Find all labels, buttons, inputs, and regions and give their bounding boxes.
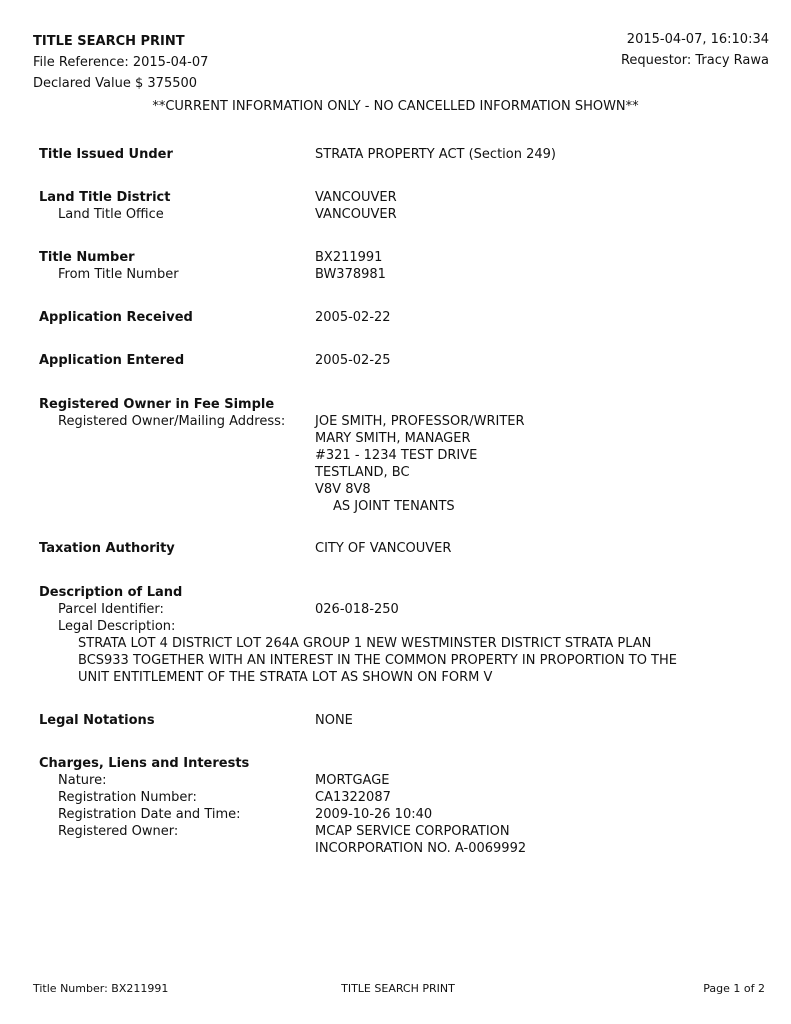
charge-owner-incorporation: INCORPORATION NO. A-0069992	[315, 841, 527, 856]
taxation-authority-label: Taxation Authority	[39, 541, 175, 556]
footer-page-number: Page 1 of 2	[703, 982, 765, 995]
requestor: Requestor: Tracy Rawa	[620, 53, 769, 68]
land-title-district-value: VANCOUVER	[315, 190, 397, 205]
print-datetime: 2015-04-07, 16:10:34	[626, 32, 769, 47]
charge-owner-value: MCAP SERVICE CORPORATION	[315, 824, 510, 839]
registration-datetime-value: 2009-10-26 10:40	[315, 807, 433, 822]
owner-line: TESTLAND, BC	[315, 465, 410, 480]
legal-notations-value: NONE	[315, 713, 353, 728]
taxation-authority-value: CITY OF VANCOUVER	[315, 541, 452, 556]
section-registered-owner	[39, 396, 759, 515]
title-number-label: Title Number	[39, 250, 135, 265]
description-of-land-label: Description of Land	[39, 585, 183, 600]
owner-tenancy: AS JOINT TENANTS	[333, 499, 455, 514]
file-reference: File Reference: 2015-04-07	[33, 55, 209, 70]
from-title-number-value: BW378981	[315, 267, 386, 282]
owner-line: JOE SMITH, PROFESSOR/WRITER	[315, 414, 525, 429]
legal-description-line: STRATA LOT 4 DISTRICT LOT 264A GROUP 1 NEW WESTMINSTER DISTRICT STRATA PLAN	[78, 636, 652, 651]
section-description-of-land	[39, 584, 759, 686]
section-title-number	[39, 249, 759, 283]
section-application-received	[39, 309, 759, 326]
legal-description-line: UNIT ENTITLEMENT OF THE STRATA LOT AS SHOWN ON FORM V	[78, 670, 493, 685]
title-issued-under-label: Title Issued Under	[39, 147, 173, 162]
document-title: TITLE SEARCH PRINT	[33, 34, 185, 49]
application-entered-label: Application Entered	[39, 353, 185, 368]
land-title-district-label: Land Title District	[39, 190, 171, 205]
header-left	[33, 31, 208, 94]
footer-document-title: TITLE SEARCH PRINT	[341, 982, 455, 995]
application-received-value: 2005-02-22	[315, 310, 391, 325]
current-info-notice: **CURRENT INFORMATION ONLY - NO CANCELLED INFORMATION SHOWN**	[152, 99, 639, 114]
nature-value: MORTGAGE	[315, 773, 390, 788]
section-charges	[39, 755, 759, 857]
registration-datetime-label: Registration Date and Time:	[58, 807, 241, 822]
parcel-identifier-value: 026-018-250	[315, 602, 399, 617]
from-title-number-label: From Title Number	[58, 267, 179, 282]
section-taxation-authority	[39, 540, 759, 557]
title-issued-under-value: STRATA PROPERTY ACT (Section 249)	[315, 147, 557, 162]
owner-line: V8V 8V8	[315, 482, 371, 497]
section-land-title-district	[39, 189, 759, 223]
application-received-label: Application Received	[39, 310, 193, 325]
title-number-value: BX211991	[315, 250, 383, 265]
section-application-entered	[39, 352, 759, 369]
footer-title-number: Title Number: BX211991	[33, 982, 169, 995]
section-title-issued-under	[39, 146, 759, 163]
land-title-office-label: Land Title Office	[58, 207, 164, 222]
legal-description-line: BCS933 TOGETHER WITH AN INTEREST IN THE COMMON PROPERTY IN PROPORTION TO THE	[78, 653, 677, 668]
registration-number-value: CA1322087	[315, 790, 391, 805]
declared-value: Declared Value $ 375500	[33, 76, 198, 91]
charge-owner-label: Registered Owner:	[58, 824, 179, 839]
parcel-identifier-label: Parcel Identifier:	[58, 602, 164, 617]
land-title-office-value: VANCOUVER	[315, 207, 397, 222]
registered-owner-label: Registered Owner in Fee Simple	[39, 397, 275, 412]
owner-line: #321 - 1234 TEST DRIVE	[315, 448, 478, 463]
registration-number-label: Registration Number:	[58, 790, 197, 805]
legal-notations-label: Legal Notations	[39, 713, 155, 728]
nature-label: Nature:	[58, 773, 107, 788]
charges-label: Charges, Liens and Interests	[39, 756, 250, 771]
header-right	[621, 29, 769, 71]
section-legal-notations	[39, 712, 759, 729]
legal-description-label: Legal Description:	[58, 619, 176, 634]
owner-address-label: Registered Owner/Mailing Address:	[58, 414, 286, 429]
application-entered-value: 2005-02-25	[315, 353, 391, 368]
owner-line: MARY SMITH, MANAGER	[315, 431, 471, 446]
